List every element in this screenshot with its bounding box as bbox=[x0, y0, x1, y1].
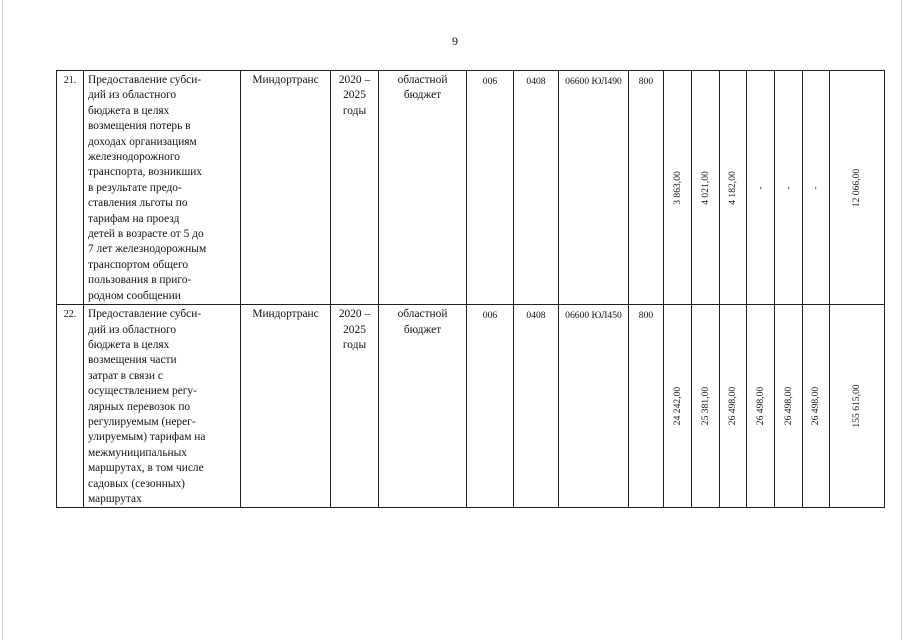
value-year-6 bbox=[803, 71, 830, 305]
text-line: доходах организациям bbox=[88, 135, 197, 148]
page-right-edge bbox=[901, 0, 902, 640]
text-line: межмуниципальных bbox=[88, 446, 187, 459]
text-line: возмещения части bbox=[88, 354, 177, 367]
period bbox=[331, 71, 379, 305]
value-year-6 bbox=[803, 305, 830, 508]
value-text: 25 381,00 bbox=[699, 387, 711, 426]
measure-description bbox=[84, 71, 241, 305]
measure-description bbox=[84, 305, 241, 508]
value-text: 12 066,00 bbox=[851, 168, 862, 207]
value-text: 4 182,00 bbox=[727, 170, 738, 205]
text-line: бюджет bbox=[403, 89, 442, 102]
text-line: садовых (сезонных) bbox=[88, 477, 185, 490]
executor: Миндортранс bbox=[241, 71, 331, 305]
table-body bbox=[57, 71, 885, 508]
row-number: 22. bbox=[57, 305, 84, 508]
value-text: 155 615,00 bbox=[851, 384, 862, 428]
budget-table bbox=[56, 70, 885, 508]
text-line: лярных перевозок по bbox=[88, 400, 191, 413]
code-csr: 06600 ЮЛ450 bbox=[559, 305, 629, 508]
value-text: 3 863,00 bbox=[671, 170, 683, 205]
text-line: маршрутах, в том числе bbox=[88, 462, 204, 475]
text-line: 2025 bbox=[343, 89, 366, 102]
text-line: Предоставление субси- bbox=[88, 308, 202, 321]
text-line: Предоставление субси- bbox=[88, 74, 202, 86]
text-line: пользования в приго- bbox=[88, 274, 192, 287]
page-number: 9 bbox=[452, 34, 458, 48]
value-year-4 bbox=[747, 305, 775, 508]
row-number: 21. bbox=[57, 71, 84, 305]
page-left-edge bbox=[2, 0, 3, 640]
value-year-5 bbox=[775, 71, 803, 305]
text-line: маршрутах bbox=[88, 492, 142, 505]
text-line: регулируемым (нерег- bbox=[88, 415, 196, 428]
value-text: 26 498,00 bbox=[810, 387, 821, 426]
value-year-3 bbox=[720, 305, 747, 508]
text-line: возмещения потерь в bbox=[88, 120, 191, 133]
text-line: 7 лет железнодорожным bbox=[88, 243, 207, 256]
value-year-5 bbox=[775, 305, 803, 508]
value-total bbox=[830, 305, 885, 508]
value-text: 26 498,00 bbox=[727, 387, 738, 426]
text-line: ставления льготы по bbox=[88, 197, 188, 210]
text-line: железнодорожного bbox=[88, 151, 180, 164]
value-text: - bbox=[754, 185, 766, 190]
code-grbs: 006 bbox=[467, 305, 514, 508]
text-line: родном сообщении bbox=[88, 289, 181, 302]
value-year-4 bbox=[747, 71, 775, 305]
value-text: 4 021,00 bbox=[699, 170, 711, 205]
text-line: областной bbox=[397, 74, 448, 86]
text-line: областной bbox=[397, 308, 448, 321]
text-line: транспортом общего bbox=[88, 258, 189, 271]
text-line: бюджета в целях bbox=[88, 338, 170, 351]
text-line: в результате предо- bbox=[88, 181, 182, 194]
value-year-2 bbox=[692, 305, 720, 508]
text-line: дий из областного bbox=[88, 323, 177, 336]
value-year-1 bbox=[664, 71, 692, 305]
text-line: детей в возрасте от 5 до bbox=[88, 228, 204, 241]
funding-source bbox=[379, 71, 467, 305]
text-line: улируемым) тарифам на bbox=[88, 431, 206, 444]
text-line: 2025 bbox=[343, 323, 366, 336]
text-line: бюджета в целях bbox=[88, 104, 170, 117]
text-line: 2020 – bbox=[338, 74, 371, 86]
text-line: транспорта, возникших bbox=[88, 166, 203, 179]
value-total bbox=[830, 71, 885, 305]
text-line: дий из областного bbox=[88, 89, 177, 102]
table-row bbox=[57, 71, 885, 305]
value-text: 26 498,00 bbox=[754, 387, 766, 426]
text-line: тарифам на проезд bbox=[88, 212, 180, 225]
code-rzpr: 0408 bbox=[514, 305, 559, 508]
code-vr: 800 bbox=[629, 71, 664, 305]
code-rzpr: 0408 bbox=[514, 71, 559, 305]
value-year-3 bbox=[720, 71, 747, 305]
funding-source bbox=[379, 305, 467, 508]
value-text: 26 498,00 bbox=[782, 387, 794, 426]
code-vr: 800 bbox=[629, 305, 664, 508]
period bbox=[331, 305, 379, 508]
code-grbs: 006 bbox=[467, 71, 514, 305]
text-line: бюджет bbox=[403, 323, 442, 336]
text-line: годы bbox=[342, 104, 367, 117]
text-line: затрат в связи с bbox=[88, 369, 163, 382]
text-line: осуществлением регу- bbox=[88, 385, 197, 398]
value-text: 24 242,00 bbox=[671, 387, 683, 426]
code-csr: 06600 ЮЛ490 bbox=[559, 71, 629, 305]
value-text: - bbox=[782, 185, 794, 190]
value-year-1 bbox=[664, 305, 692, 508]
table-row bbox=[57, 305, 885, 508]
value-year-2 bbox=[692, 71, 720, 305]
text-line: 2020 – bbox=[338, 308, 371, 321]
text-line: годы bbox=[342, 338, 367, 351]
executor: Миндортранс bbox=[241, 305, 331, 508]
value-text: - bbox=[810, 185, 821, 190]
